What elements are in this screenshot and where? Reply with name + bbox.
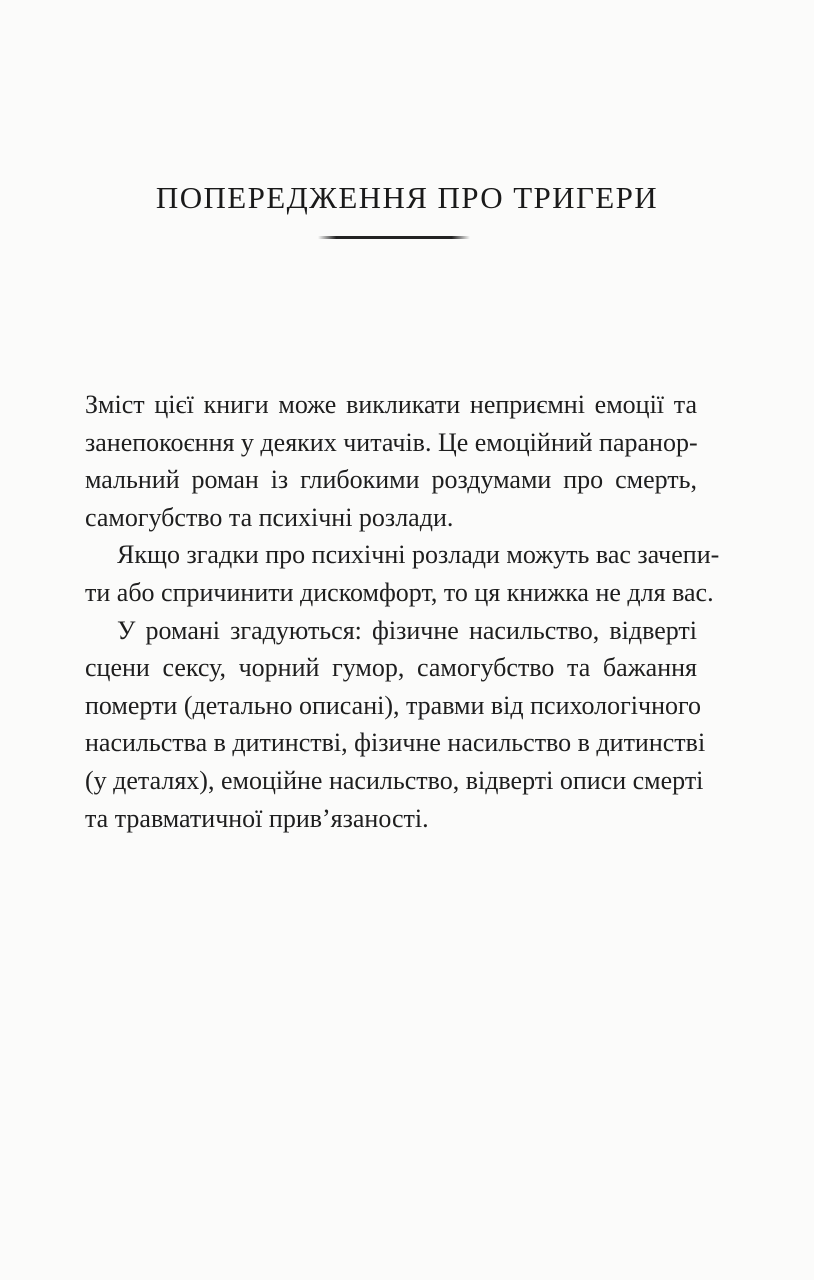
paragraph-2: [85, 536, 720, 611]
page-title: ПОПЕРЕДЖЕННЯ ПРО ТРИГЕРИ: [155, 180, 659, 215]
text-line: померти (детально описані), травми від психологічного: [85, 690, 702, 720]
paragraph-3: [85, 612, 706, 838]
paragraph-1: [85, 386, 697, 536]
text-line: сцени сексу, чорний гумор, самогубство та бажання: [85, 653, 697, 683]
text-line: Якщо згадки про психічні розлади можуть вас зачепи-: [117, 540, 720, 570]
text-line: самогубство та психічні розлади.: [85, 502, 454, 532]
text-line: Зміст цієї книги може викликати неприємні емоції та: [85, 390, 697, 419]
text-line: ти або спричинити дискомфорт, то ця книжка не для вас.: [85, 577, 714, 607]
text-line: (у деталях), емоційне насильство, відверті описи смерті: [85, 765, 704, 795]
text-line: насильства в дитинстві, фізичне насильство в дитинстві: [85, 728, 706, 758]
text-line: та травматичної прив’язаності.: [85, 803, 429, 833]
title-divider: [318, 236, 470, 239]
text-line: У романі згадуються: фізичне насильство, відверті: [117, 615, 697, 645]
warning-text: [85, 386, 720, 837]
text-line: мальний роман із глибокими роздумами про смерть,: [85, 465, 697, 495]
text-line: занепокоєння у деяких читачів. Це емоційний паранор-: [85, 427, 698, 457]
